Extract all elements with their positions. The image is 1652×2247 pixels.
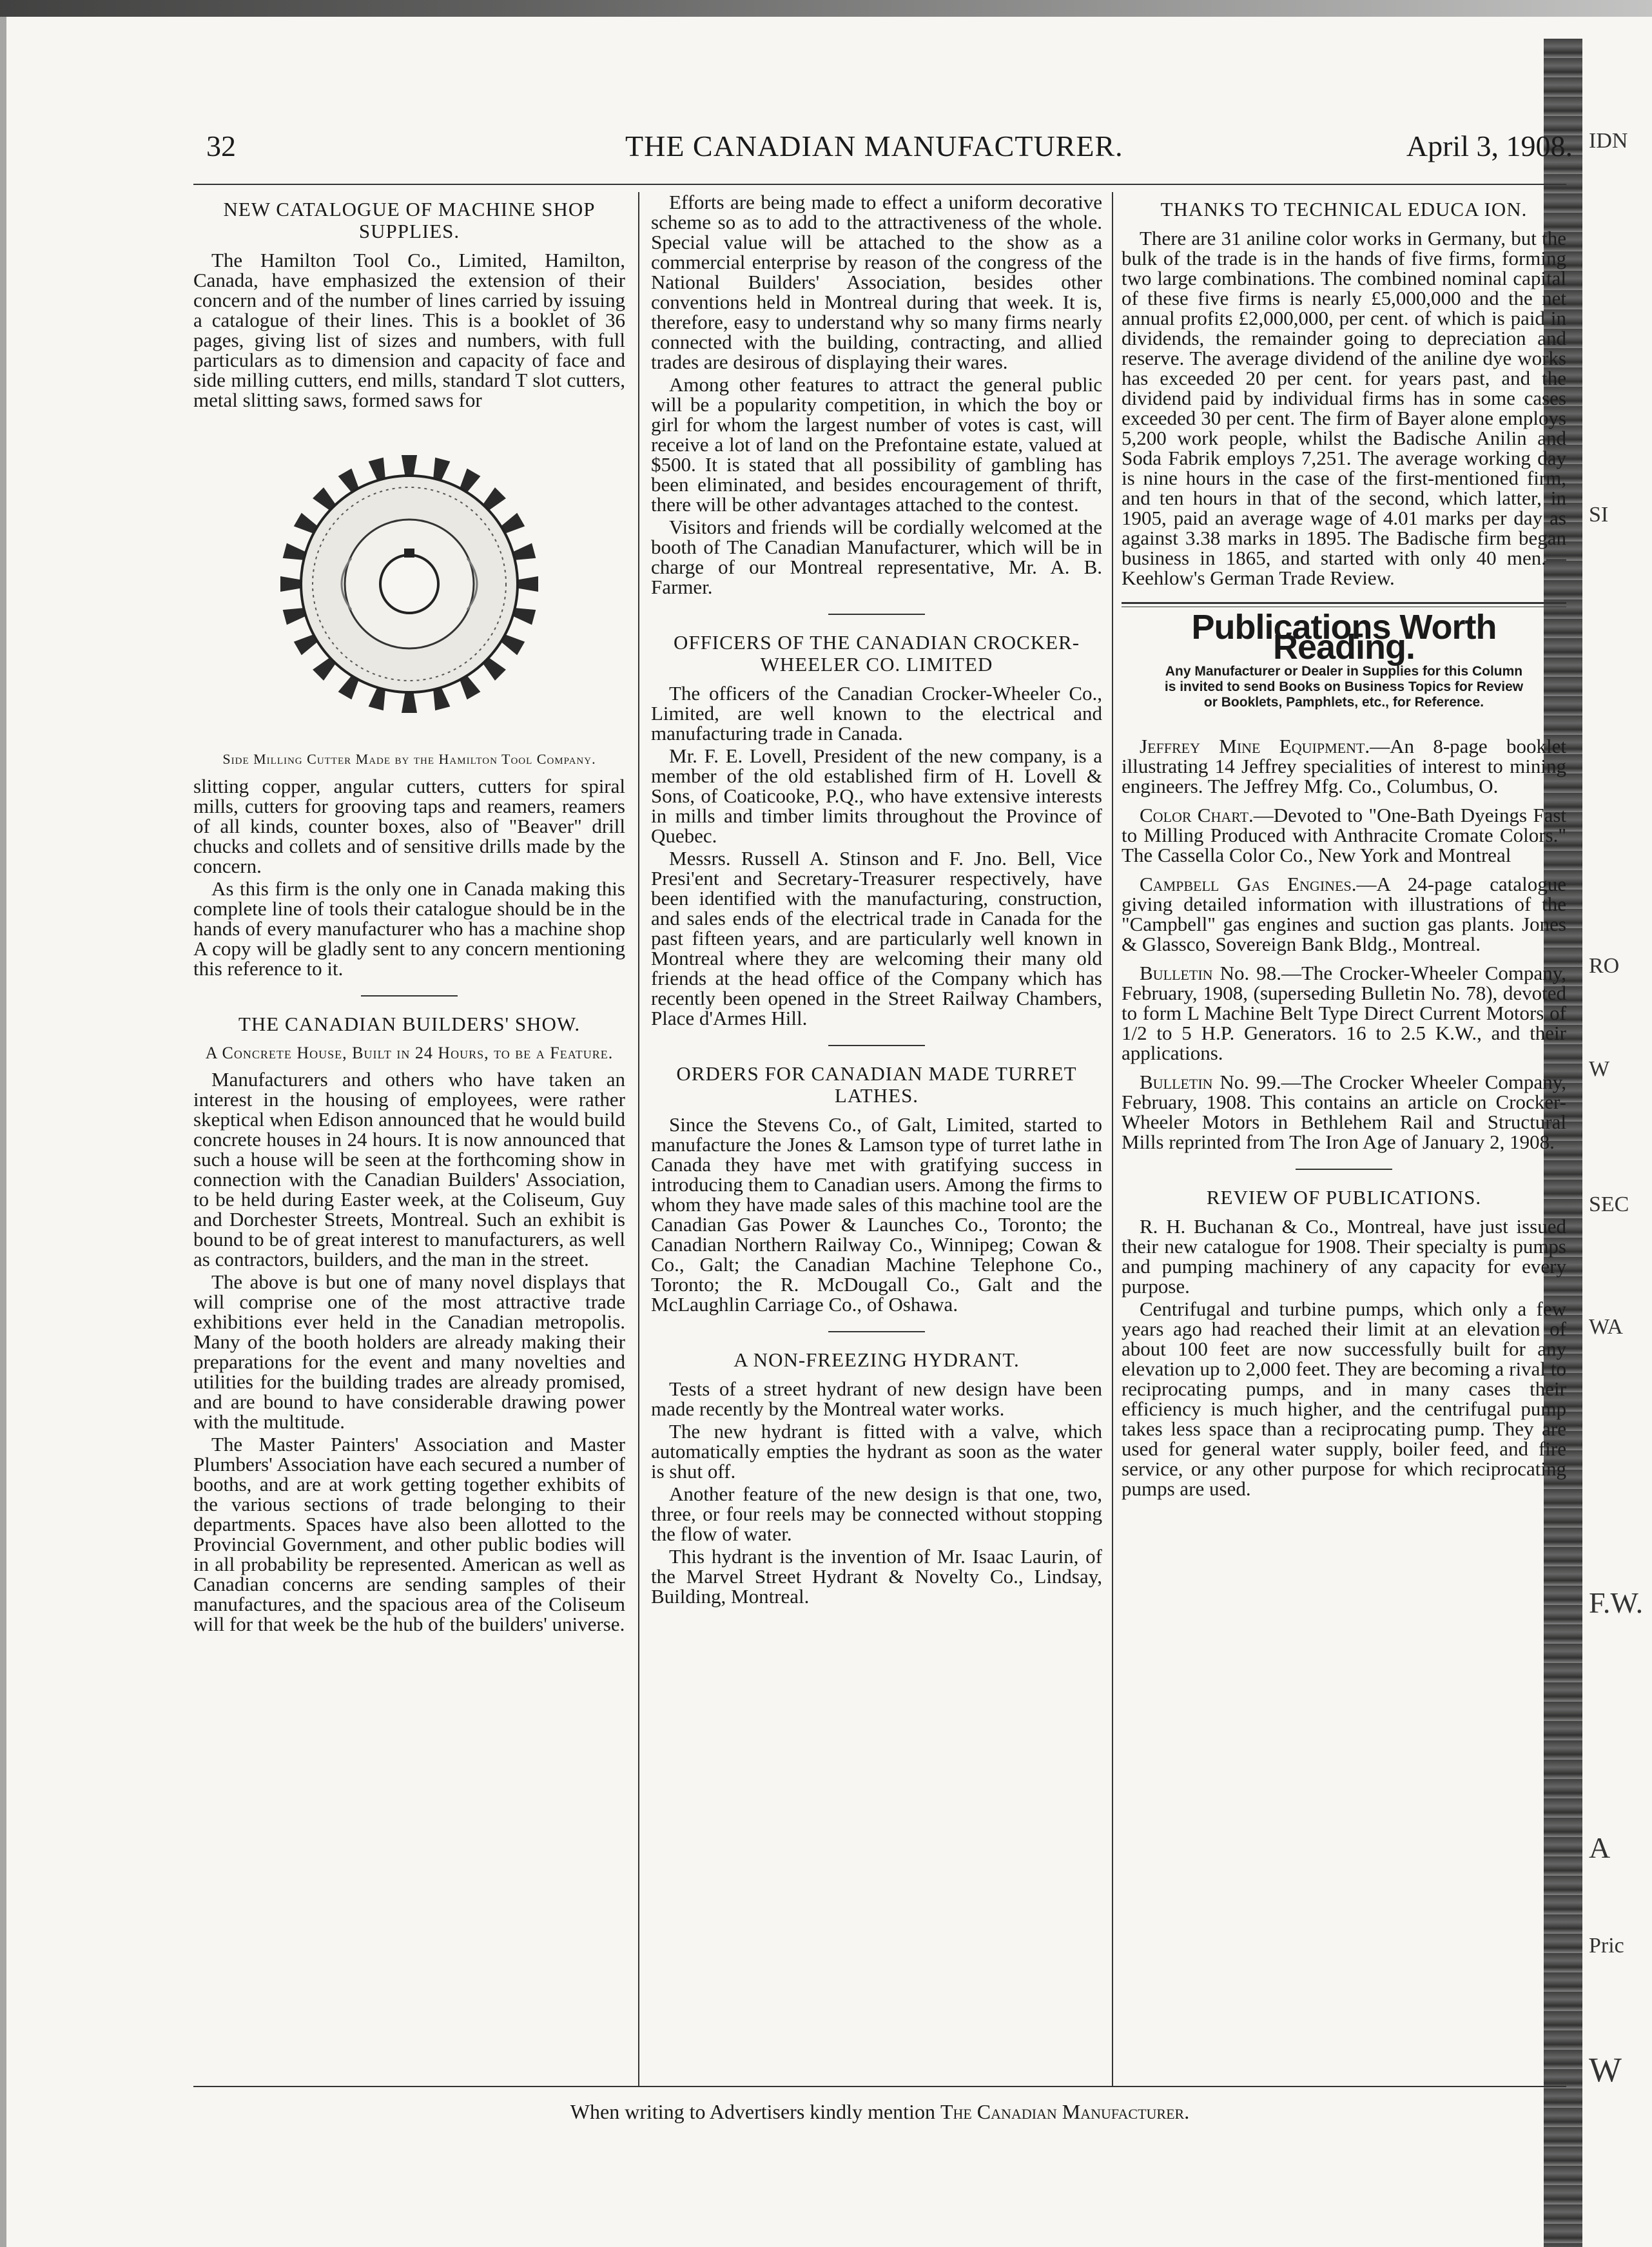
article-title: THANKS TO TECHNICAL EDUCA ION.: [1160, 198, 1528, 220]
page-header: [187, 129, 1579, 168]
header-rule: [193, 184, 1566, 185]
paragraph: The Master Painters' Association and Master Plumbers' Association have each secured a number of booths, and are at work getting together exhibits of the various sections of trade belonging to their departments. Spaces have also been allotted to the Provincial Government, and other public bodies will in all probability be represented. American as well as Canadian concerns are sending samples of their manufactures, and the spacious area of the Coliseum will for that week be the hub of the builders' universe.: [193, 1433, 625, 1635]
paragraph: Another feature of the new design is that one, two, three, or four reels may be connected without stopping the flow of water.: [651, 1483, 1102, 1545]
publication-item: Bulletin No. 99.—The Crocker Wheeler Company, February, 1908. This contains an article on Crocker-Wheeler Motors in Bethlehem Rail and Structural Mills reprinted from The Iron Age of January 2, 1908.: [1122, 1071, 1566, 1153]
paragraph: Among other features to attract the general public will be a popularity competition, in which the boy or girl for whom the largest number of votes is cast, will receive a lot of land on the Prefontaine estate, valued at $500. It is stated that all possibility of gambling has been eliminated, and besides encouragement of thrift, there will be other advantages attached to the contest.: [651, 373, 1102, 516]
paragraph: Messrs. Russell A. Stinson and F. Jno. Bell, Vice Presi'ent and Secretary-Treasurer respectively, have been identified with the manufacturing, construction, and sales ends of the electrical trade in Canada for the past fifteen years, and are particularly well known in Montreal where they are welcoming their many old friends at the head office of the Company which has recently been opened in the Street Railway Chambers, Place d'Armes Hill.: [651, 847, 1102, 1029]
figure-caption: Side Milling Cutter Made by the Hamilton Tool Company.: [222, 751, 596, 767]
item-lead: Jeffrey Mine Equipment.: [1140, 735, 1370, 757]
article-title: REVIEW OF PUBLICATIONS.: [1206, 1186, 1482, 1209]
scan-top-band: [0, 0, 1652, 17]
page-footer: [193, 2100, 1566, 2124]
paragraph: The officers of the Canadian Crocker-Wheeler Co., Limited, are well known to the electrical and manufacturing trade in Canada.: [651, 682, 1102, 744]
footer-publication: The Canadian Manufacturer.: [940, 2100, 1190, 2123]
margin-fragment: F.W.: [1589, 1586, 1644, 1619]
paragraph: The above is but one of many novel displays that will comprise one of the most attractive trade exhibitions ever held in the Canadian metropolis. Many of the booth holders are already making their preparations for the event and many novelties and utilities for the building trades are already promised, and are bound to have considerable drawing power with the multitude.: [193, 1270, 625, 1433]
article-title: THE CANADIAN BUILDERS' SHOW.: [238, 1013, 581, 1035]
margin-fragment: A: [1589, 1831, 1611, 1864]
milling-cutter-illustration: [274, 423, 545, 745]
margin-fragment: Pric: [1589, 1934, 1624, 1958]
article-technical-education: [1122, 199, 1566, 588]
paragraph: Mr. F. E. Lovell, President of the new company, is a member of the old established firm of H. Lovell & Sons, of Coaticooke, P.Q., who have extensive interests in mills and timber limits throughout the Province of Quebec.: [651, 744, 1102, 847]
column-2: [651, 192, 1102, 2081]
column-rule: [638, 192, 639, 2087]
section-title: Publications Worth Reading.: [1191, 608, 1497, 666]
section-separator: [828, 1331, 925, 1332]
section-separator: [1296, 1169, 1392, 1170]
publication-item: Campbell Gas Engines.—A 24-page catalogue giving detailed information with illustrations of the "Campbell" gas engines and suction gas plants. Jones & Glassco, Sovereign Bank Bldg., Montreal.: [1122, 873, 1566, 955]
paragraph: The Hamilton Tool Co., Limited, Hamilton, Canada, have emphasized the extension of their concern and of the number of lines carried by issuing a catalogue of their lines. This is a booklet of 36 pages, giving list of sizes and numbers, with full particulars as to dimension and capacity of face and side milling cutters, end mills, standard T slot cutters, metal slitting saws, formed saws for: [193, 249, 625, 411]
margin-fragment: SI: [1589, 503, 1609, 527]
article-review: [1122, 1187, 1566, 1499]
column-3: [1122, 192, 1566, 2081]
paragraph: There are 31 aniline color works in Germany, but the bulk of the trade is in the hands of five firms, forming two large combinations. The combined nominal capital of these five firms is nearly £5,000,000 and the net annual profits £2,000,000, per cent. of which is paid in dividends, the remainder going to depreciation and reserve. The average dividend of the aniline dye works has exceeded 20 per cent. for years past, and the dividend paid by individual firms has in some cases exceeded 30 per cent. The firm of Bayer alone employs 5,200 work people, whilst the Badische Anilin and Soda Fabrik employs 7,251. The average working day is nine hours in the case of the first-mentioned firm, and ten hours in that of the second, which latter, in 1905, paid an average wage of 4.01 marks per day as against 3.38 marks in 1895. The Badische firm began business in 1865, and started with only 40 men.—Keehlow's German Trade Review.: [1122, 227, 1566, 589]
footer-text: When writing to Advertisers kindly mention: [570, 2100, 940, 2123]
article-officers: [651, 632, 1102, 1028]
paragraph: slitting copper, angular cutters, cutters for spiral mills, cutters for grooving taps and reamers, reamers of all kinds, counter boxes, also of "Beaver" drill chucks and collets and of sensitive drills made by the concern.: [193, 775, 625, 877]
item-lead: Bulletin: [1140, 1071, 1213, 1093]
article-title: A NON-FREEZING HYDRANT.: [734, 1348, 1020, 1371]
publication-item: Jeffrey Mine Equipment.—An 8-page booklet illustrating 14 Jeffrey specialities of interest to mining engineers. The Jeffrey Mfg. Co., Columbus, O.: [1122, 735, 1566, 797]
article-hydrant: [651, 1349, 1102, 1606]
article-subtitle: A Concrete House, Built in 24 Hours, to be a Feature.: [205, 1044, 614, 1062]
paragraph: This hydrant is the invention of Mr. Isaac Laurin, of the Marvel Street Hydrant & Novelty Co., Lindsay, Building, Montreal.: [651, 1545, 1102, 1608]
paragraph: As this firm is the only one in Canada making this complete line of tools their catalogue should be in the hands of every manufacturer who has a machine shop A copy will be gladly sent to any concern mentioning this reference to it.: [193, 877, 625, 980]
margin-fragment: RO: [1589, 954, 1620, 978]
paragraph: Manufacturers and others who have taken an interest in the housing of employees, were rather skeptical when Edison announced that he would build concrete houses in 24 hours. It is now announced that such a house will be seen at the forthcoming show in connection with the Canadian Builders' Association, to be held during Easter week, at the Coliseum, Guy and Dorchester Streets, Montreal. Such an exhibit is bound to be of great interest to manufacturers, as well as contractors, builders, and the man in the street.: [193, 1068, 625, 1270]
column-1: [193, 192, 625, 2081]
item-lead: Color Chart.: [1140, 804, 1254, 826]
paragraph: Since the Stevens Co., of Galt, Limited, started to manufacture the Jones & Lamson type of turret lathe in Canada they have met with gratifying success in introducing them to Canadian users. Among the firms to whom they have made sales of this machine tool are the Canadian Gas Power & Launches Co., Toronto; the Canadian Northern Railway Co., Winnipeg; Cowan & Co., Galt; the Canadian Machine Telephone Co., Toronto; the R. McDougall Co., Galt and the McLaughlin Carriage Co., of Oshawa.: [651, 1113, 1102, 1316]
paragraph: The new hydrant is fitted with a valve, which automatically empties the hydrant as soon as the water is shut off.: [651, 1420, 1102, 1483]
issue-date: April 3, 1908.: [1406, 130, 1573, 162]
publication-item: Bulletin No. 98.—The Crocker-Wheeler Company, February, 1908, (superseding Bulletin No. 78), devoted to form L Machine Belt Type Direct Current Motors of 1/2 to 5 H.P. Generators. 16 to 2.5 K.W., and their applications.: [1122, 962, 1566, 1064]
column-rule: [1112, 192, 1113, 2087]
section-rule: [1122, 602, 1566, 604]
article-builders-show: [193, 1013, 625, 1634]
article-catalogue: [193, 199, 625, 978]
scan-left-edge: [0, 17, 6, 2247]
margin-fragment: W: [1589, 1057, 1610, 1081]
paragraph: Tests of a street hydrant of new design have been made recently by the Montreal water works.: [651, 1377, 1102, 1420]
article-title: ORDERS FOR CANADIAN MADE TURRET LATHES.: [676, 1062, 1077, 1107]
margin-fragment: SEC: [1589, 1192, 1629, 1216]
margin-fragment: WA: [1589, 1315, 1623, 1339]
publication-title: THE CANADIAN MANUFACTURER.: [625, 130, 1123, 162]
article-title: NEW CATALOGUE OF MACHINE SHOP SUPPLIES.: [223, 198, 596, 242]
page-number: 32: [206, 130, 236, 162]
footer-rule: [193, 2086, 1566, 2087]
paragraph: R. H. Buchanan & Co., Montreal, have just issued their new catalogue for 1908. Their specialty is pumps and pumping machinery of any capacity for every purpose.: [1122, 1215, 1566, 1298]
article-turret-lathes: [651, 1063, 1102, 1314]
section-note: Any Manufacturer or Dealer in Supplies for this Column is invited to send Books on Business Topics for Review or Booklets, Pamphlets, etc., for Reference.: [1164, 664, 1524, 710]
margin-fragment: W: [1589, 2050, 1622, 2089]
item-lead: Campbell Gas Engines.: [1140, 873, 1357, 895]
publication-item: Color Chart.—Devoted to "One-Bath Dyeings Fast to Milling Produced with Anthracite Cromate Colors." The Cassella Color Co., New York and Montreal: [1122, 804, 1566, 866]
section-publications: [1122, 608, 1566, 1153]
section-separator: [361, 995, 458, 997]
section-separator: [828, 1045, 925, 1046]
section-separator: [828, 614, 925, 615]
paragraph: Efforts are being made to effect a uniform decorative scheme so as to add to the attractiveness of the whole. Special value will be attached to the show as a commercial enterprise by reason of the congress of the National Builders' Association, besides other conventions held in Montreal during that week. It is, therefore, easy to understand why so many firms nearly connected with the building, contracting, and allied trades are desirous of displaying their wares.: [651, 192, 1102, 373]
paragraph: Visitors and friends will be cordially welcomed at the booth of The Canadian Manufacturer, which will be in charge of our Montreal representative, Mr. A. B. Farmer.: [651, 516, 1102, 598]
margin-fragment: IDN: [1589, 129, 1628, 153]
paragraph: Centrifugal and turbine pumps, which only a few years ago had reached their limit at an elevation of about 100 feet are now successfully built for any elevation up to 2,000 feet. They are becoming a rival to reciprocating pumps, and in many cases their efficiency is much higher, and the centrifugal pump takes less space than a reciprocating pump. They are used for general water supply, boiler feed, and fire service, or any other purpose for which reciprocating pumps are used.: [1122, 1298, 1566, 1500]
item-lead: Bulletin: [1140, 962, 1213, 984]
article-title: OFFICERS OF THE CANADIAN CROCKER-WHEELER CO. LIMITED: [673, 631, 1080, 676]
